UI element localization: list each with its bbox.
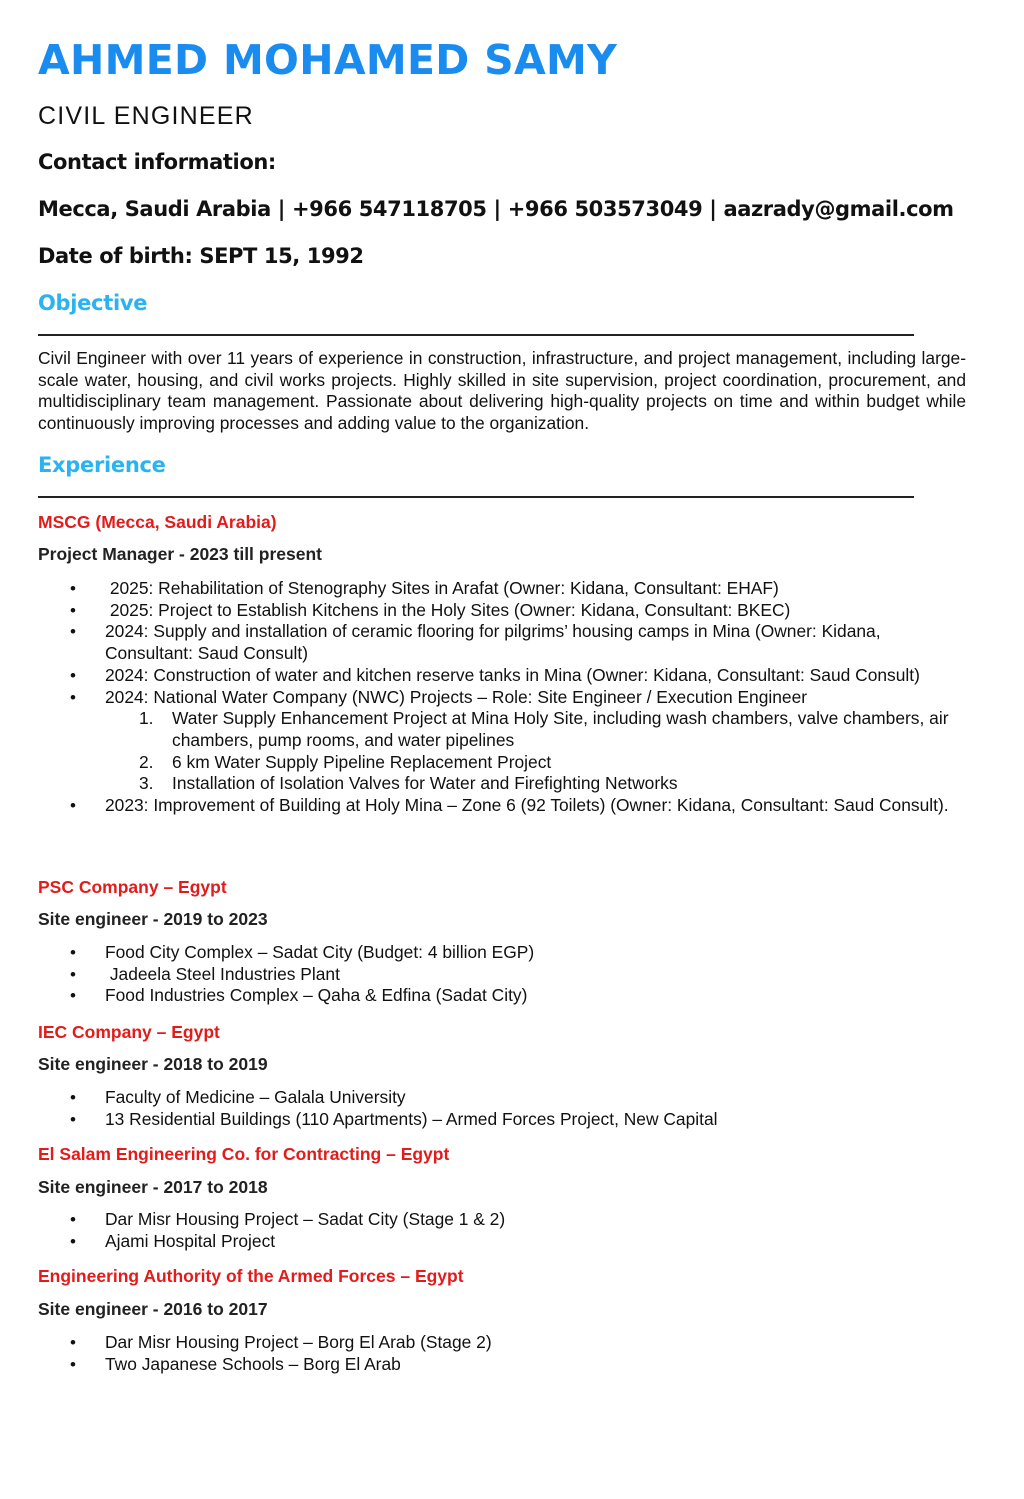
job-role: Site engineer - 2019 to 2023 [38,909,268,929]
sub-list-item: 3. Installation of Isolation Valves for Water and Firefighting Networks [139,773,678,794]
sub-list-item: 2. 6 km Water Supply Pipeline Replacement Project [139,751,552,772]
list-item: • Faculty of Medicine – Galala University [38,1087,958,1109]
list-item: • Two Japanese Schools – Borg El Arab [38,1354,958,1376]
list-item: • 2023: Improvement of Building at Holy Mina – Zone 6 (92 Toilets) (Owner: Kidana, Consultant: Saud Consult). [38,795,958,817]
project-list [38,1087,958,1130]
list-item: • 2025: Rehabilitation of Stenography Sites in Arafat (Owner: Kidana, Consultant: EHAF) [38,578,958,600]
objective-heading: Objective [38,291,148,315]
list-item: • Dar Misr Housing Project – Borg El Arab (Stage 2) [38,1332,958,1354]
sub-list-item: 1. Water Supply Enhancement Project at Mina Holy Site, including wash chambers, valve chambers, air chambers, pump rooms, and water pipelines [139,708,949,750]
project-list [38,578,958,817]
list-item: • 2024: Supply and installation of ceramic flooring for pilgrims’ housing camps in Mina (Owner: Kidana, Consultant: Saud Consult) [38,621,958,664]
list-item: • 2024: National Water Company (NWC) Projects – Role: Site Engineer / Execution Engineer 1. Water Supply Enhancement Project at Mina Holy Site, including wash chambers, valve chambers, air chambers, pump rooms, and water pipelines 2. 6 km Water Supply Pipeline Replacement Project 3. Installation of Isolation Valves for Water and Firefighting Networks [38,687,958,796]
contact-heading: Contact information: [38,150,276,174]
objective-text: Civil Engineer with over 11 years of experience in construction, infrastructure, and project management, including large-scale water, housing, and civil works projects. Highly skilled in site supervision, project coordination, procurement, and multidisciplinary team management. Passionate about delivering high-quality projects on time and within budget while continuously improving processes and adding value to the organization. [38,348,966,434]
job-role: Site engineer - 2017 to 2018 [38,1177,268,1197]
list-item: • Food City Complex – Sadat City (Budget: 4 billion EGP) [38,942,958,964]
experience-heading: Experience [38,453,166,477]
company-name: IEC Company – Egypt [38,1022,220,1042]
company-name: MSCG (Mecca, Saudi Arabia) [38,512,277,532]
company-name: Engineering Authority of the Armed Forces – Egypt [38,1266,464,1286]
date-of-birth: Date of birth: SEPT 15, 1992 [38,244,364,268]
list-item: • 2025: Project to Establish Kitchens in the Holy Sites (Owner: Kidana, Consultant: BKEC) [38,600,958,622]
job-title: CIVIL ENGINEER [38,102,254,130]
objective-divider [38,334,914,336]
job-role: Site engineer - 2018 to 2019 [38,1054,268,1074]
list-item: • Ajami Hospital Project [38,1231,958,1253]
sub-project-list [105,708,958,795]
list-item: • Dar Misr Housing Project – Sadat City (Stage 1 & 2) [38,1209,958,1231]
list-item: • Food Industries Complex – Qaha & Edfina (Sadat City) [38,985,958,1007]
list-item: • 13 Residential Buildings (110 Apartments) – Armed Forces Project, New Capital [38,1109,958,1131]
list-item: • Jadeela Steel Industries Plant [38,964,958,986]
project-list [38,1209,958,1252]
project-list [38,942,958,1007]
candidate-name: AHMED MOHAMED SAMY [38,36,618,84]
job-role: Site engineer - 2016 to 2017 [38,1299,268,1319]
company-name: El Salam Engineering Co. for Contracting – Egypt [38,1144,450,1164]
project-list [38,1332,958,1375]
company-name: PSC Company – Egypt [38,877,227,897]
job-role: Project Manager - 2023 till present [38,544,322,564]
experience-divider [38,496,914,498]
list-item: • 2024: Construction of water and kitchen reserve tanks in Mina (Owner: Kidana, Consultant: Saud Consult) [38,665,958,687]
contact-details: Mecca, Saudi Arabia | +966 547118705 | +966 503573049 | aazrady@gmail.com [38,197,954,221]
